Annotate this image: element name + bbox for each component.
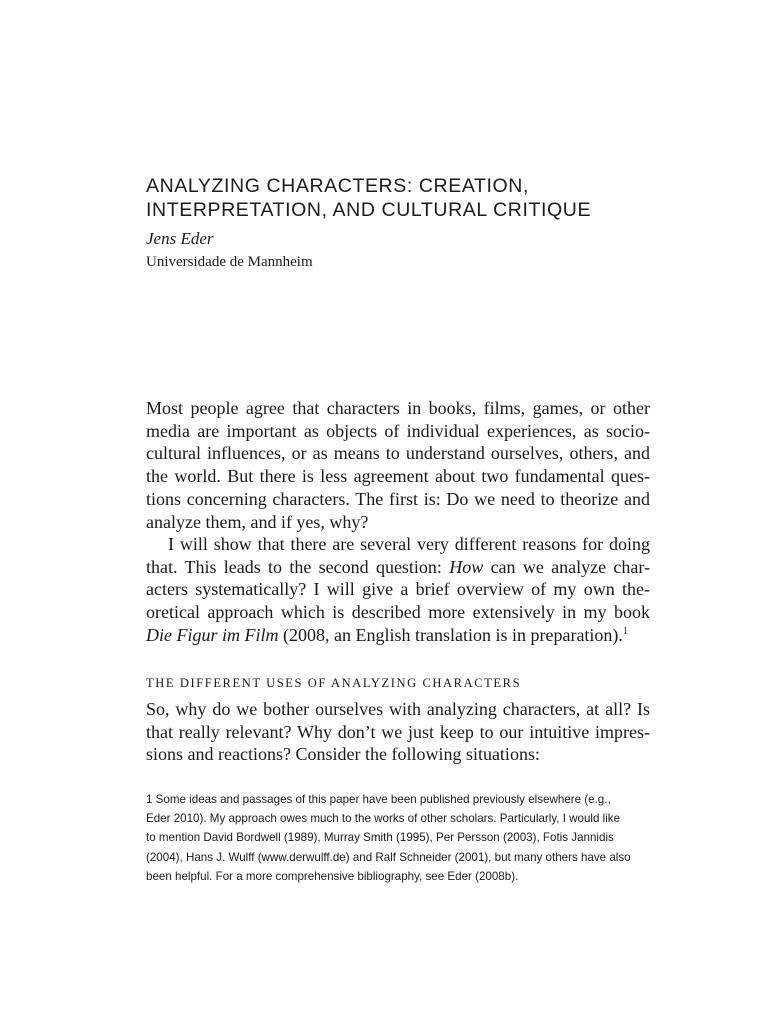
article-title-line-1: ANALYZING CHARACTERS: CREATION,	[146, 175, 530, 197]
section-heading: THE DIFFERENT USES OF ANALYZING CHARACTERS	[146, 676, 522, 690]
text-run: that. This leads to the second question:	[146, 556, 450, 577]
paragraph-line: I will show that there are several very different reasons for doing	[168, 534, 650, 554]
footnote-line: 1 Some ideas and passages of this paper have been published previously elsewhere (e.g.,	[146, 793, 611, 806]
footnote-line: (2004), Hans J. Wulff (www.derwulff.de) and Ralf Schneider (2001), but many others have also	[146, 850, 631, 864]
footnote-1	[146, 790, 650, 886]
text-run: (2008, an English translation is in preparation).	[278, 624, 623, 645]
article-title-line-2: INTERPRETATION, AND CULTURAL CRITIQUE	[146, 199, 592, 221]
paragraph-line: analyze them, and if yes, why?	[146, 511, 369, 532]
footnote-line: been helpful. For a more comprehensive bibliography, see Eder (2008b).	[146, 869, 519, 883]
paragraph-2	[146, 533, 650, 647]
footnote-line: to mention David Bordwell (1989), Murray Smith (1995), Per Persson (2003), Fotis Jannidis	[146, 831, 614, 845]
author-affiliation: Universidade de Mannheim	[146, 254, 313, 270]
emphasis-how: How	[449, 556, 484, 577]
paragraph-1	[146, 397, 650, 533]
paragraph-line: acters systematically? I will give a brief overview of my own the-	[146, 579, 650, 600]
paragraph-line: the world. But there is less agreement about two fundamental ques-	[146, 466, 650, 487]
paragraph-3	[146, 698, 650, 766]
text-run: can we analyze char-	[483, 556, 651, 577]
paragraph-line: Most people agree that characters in books, films, games, or other	[146, 398, 650, 418]
paragraph-line: oretical approach which is described more extensively in my book	[146, 602, 650, 623]
paragraph-line	[146, 556, 650, 579]
footnote-reference[interactable]: 1	[622, 625, 628, 637]
footnote-line: Eder 2010). My approach owes much to the works of other scholars. Particularly, I would like	[146, 812, 621, 826]
article-title	[146, 174, 666, 222]
paragraph-line: So, why do we bother ourselves with analyzing characters, at all? Is	[146, 699, 650, 719]
paragraph-line	[146, 624, 650, 647]
paragraph-line: that really relevant? Why don’t we just keep to our intuitive impres-	[146, 721, 650, 742]
book-title: Die Figur im Film	[146, 624, 279, 645]
paragraph-line: media are important as objects of individual experiences, as socio-	[146, 420, 650, 441]
paragraph-line: cultural influences, or as means to understand ourselves, others, and	[146, 443, 650, 464]
paragraph-line: tions concerning characters. The first is: Do we need to theorize and	[146, 488, 650, 509]
paragraph-line: sions and reactions? Consider the following situations:	[146, 744, 540, 765]
author-name: Jens Eder	[146, 229, 214, 248]
